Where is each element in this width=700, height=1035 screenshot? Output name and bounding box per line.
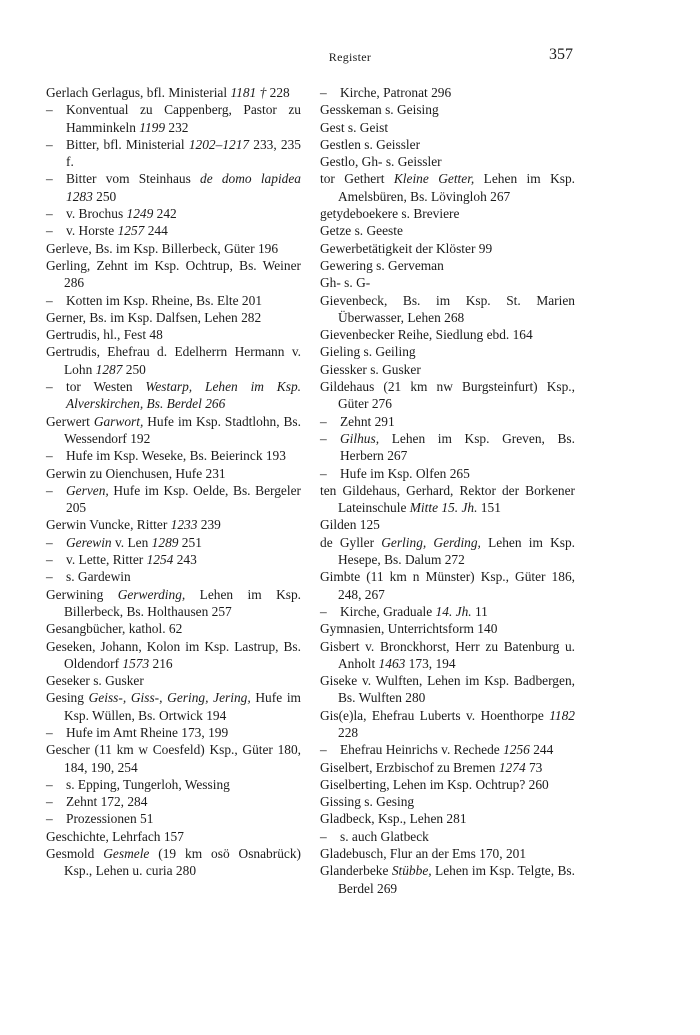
entry-text: Gertrudis, hl., Fest 48 — [46, 327, 163, 343]
entry-text: getydeboekere s. Breviere — [320, 206, 460, 222]
register-subentry — [46, 222, 301, 239]
register-entry — [320, 672, 575, 707]
register-entry — [46, 516, 301, 533]
italic-text: 1233 — [170, 517, 198, 533]
register-subentry — [46, 170, 301, 205]
register-entry — [46, 257, 301, 292]
entry-text: s. auch Glatbeck — [340, 828, 429, 844]
register-subentry — [46, 724, 301, 741]
register-entry — [320, 620, 575, 637]
entry-text: Gewerbetätigkeit der Klöster 99 — [320, 240, 493, 256]
register-subentry — [46, 776, 301, 793]
subentry-dash: – — [46, 569, 53, 585]
entry-text: Gerner, Bs. im Ksp. Dalfsen, Lehen 282 — [46, 309, 262, 325]
italic-text: Gilhus, — [340, 430, 380, 446]
subentry-dash: – — [320, 85, 327, 100]
italic-text: de domo lapidea 1283 — [66, 171, 301, 204]
entry-text: 216 — [149, 655, 173, 671]
italic-text: Gesmele — [103, 846, 150, 862]
register-entry — [46, 672, 301, 689]
register-entry — [320, 326, 575, 343]
entry-text: 228 — [338, 724, 359, 740]
register-subentry — [320, 413, 575, 430]
italic-text: 1199 — [139, 119, 166, 135]
subentry-dash: – — [46, 534, 53, 550]
entry-text: Gestlen s. Geissler — [320, 136, 421, 152]
entry-text: s. Gardewin — [66, 569, 131, 585]
entry-text: Gh- s. G- — [320, 275, 371, 291]
register-subentry — [46, 101, 301, 136]
italic-text: Mitte 15. Jh. — [409, 500, 478, 516]
italic-text: 1289 — [151, 534, 179, 550]
entry-text: 250 — [92, 188, 117, 204]
register-entry — [320, 136, 575, 153]
register-subentry — [46, 793, 301, 810]
register-entry — [46, 343, 301, 378]
register-entry — [320, 205, 575, 222]
subentry-dash: – — [46, 724, 53, 740]
entry-text: Gertrudis, Ehefrau d. Edelherrn Hermann v. Lohn — [46, 344, 301, 377]
register-entry — [320, 257, 575, 274]
subentry-dash: – — [46, 811, 53, 827]
entry-text: Hufe im Ksp. Weseke, Bs. Beierinck 193 — [66, 448, 286, 464]
entry-text: 244 — [529, 742, 554, 758]
register-entry — [320, 759, 575, 776]
entry-text: Gesangbücher, kathol. 62 — [46, 621, 183, 637]
register-entry — [320, 707, 575, 742]
subentry-dash: – — [46, 292, 53, 308]
entry-text: 228 — [266, 85, 290, 100]
entry-text: v. Horste — [66, 223, 118, 239]
italic-text: Gerewin — [66, 534, 112, 550]
italic-text: 1573 — [122, 655, 150, 671]
entry-text: (19 km osö Osnabrück) Ksp., Lehen u. curia 280 — [64, 846, 302, 879]
entry-text: Hufe im Ksp. Stadtlohn, Bs. Wessendorf 192 — [64, 413, 301, 446]
page-number: 357 — [549, 46, 573, 63]
entry-text: Geseken, Johann, Kolon im Ksp. Lastrup, Bs. Oldendorf — [46, 638, 301, 671]
register-entry — [46, 326, 301, 343]
entry-text: Lehen im Ksp. Greven, Bs. Herbern 267 — [340, 430, 575, 464]
entry-text: ten Gildehaus, Gerhard, Rektor der Borkener Lateinschule — [320, 482, 575, 516]
entry-text: Gieling s. Geiling — [320, 344, 416, 360]
entry-text: Kirche, Patronat 296 — [340, 85, 452, 100]
entry-text: s. Epping, Tungerloh, Wessing — [66, 776, 230, 792]
entry-text: Gest s. Geist — [320, 119, 389, 135]
entry-text: Lehen im Ksp. Billerbeck, Bs. Holthausen 257 — [64, 586, 302, 619]
left-column — [46, 84, 301, 880]
entry-text: Kotten im Ksp. Rheine, Bs. Elte 201 — [66, 292, 263, 308]
entry-text: 251 — [178, 534, 202, 550]
entry-text: Gewering s. Gerveman — [320, 257, 444, 273]
register-entry — [320, 793, 575, 810]
register-entry — [46, 586, 301, 621]
entry-text: v. Len — [111, 534, 152, 550]
entry-text: Giessker s. Gusker — [320, 361, 421, 377]
register-entry — [320, 638, 575, 673]
entry-text: v. Brochus — [66, 206, 127, 222]
entry-text: Gilden 125 — [320, 517, 380, 533]
register-entry — [320, 119, 575, 136]
entry-text: Gesskeman s. Geising — [320, 102, 439, 118]
italic-text: Garwort, — [93, 413, 144, 429]
register-entry — [320, 845, 575, 862]
register-subentry — [320, 430, 575, 465]
entry-text: 244 — [144, 223, 168, 239]
register-entry — [320, 534, 575, 569]
italic-text: 1274 — [498, 759, 526, 775]
register-subentry — [46, 551, 301, 568]
register-subentry — [46, 810, 301, 827]
italic-text: 1256 — [503, 742, 530, 758]
register-entry — [46, 465, 301, 482]
entry-text: Gerwin zu Oienchusen, Hufe 231 — [46, 465, 226, 481]
register-entry — [320, 862, 575, 897]
italic-text: 14. Jh. — [435, 603, 472, 619]
entry-text: Gymnasien, Unterrichtsform 140 — [320, 621, 498, 637]
register-subentry — [46, 136, 301, 171]
entry-text: Hufe im Ksp. Wüllen, Bs. Ortwick 194 — [64, 690, 301, 723]
register-entry — [320, 101, 575, 118]
subentry-dash: – — [320, 413, 327, 429]
register-entry — [320, 240, 575, 257]
italic-text: Geiss-, Giss-, Gering, Jering, — [88, 690, 251, 706]
entry-text: 73 — [525, 759, 543, 775]
register-subentry — [46, 482, 301, 517]
italic-text: 1287 — [95, 361, 123, 377]
entry-text: tor Gethert — [320, 171, 394, 187]
entry-text: Zehnt 172, 284 — [66, 794, 148, 810]
italic-text: 1249 — [126, 206, 154, 222]
entry-text: Bitter, bfl. Ministerial — [66, 136, 189, 152]
register-entry — [320, 568, 575, 603]
register-subentry — [320, 828, 575, 845]
entry-text: 250 — [122, 361, 146, 377]
register-entry — [320, 776, 575, 793]
register-subentry — [46, 378, 301, 413]
subentry-dash: – — [46, 136, 53, 152]
register-entry — [46, 620, 301, 637]
entry-text: Gerwin Vuncke, Ritter — [46, 517, 171, 533]
entry-text: Gerwert — [46, 413, 94, 429]
entry-text: 151 — [477, 500, 501, 516]
register-entry — [320, 343, 575, 360]
entry-text: Gerleve, Bs. im Ksp. Billerbeck, Güter 196 — [46, 240, 279, 256]
entry-text: 239 — [197, 517, 221, 533]
register-entry — [46, 84, 301, 101]
subentry-dash: – — [46, 552, 53, 568]
running-title: Register — [328, 50, 372, 64]
entry-text: Giselbert, Erzbischof zu Bremen — [320, 759, 499, 775]
register-entry — [46, 240, 301, 257]
register-entry — [320, 378, 575, 413]
italic-text: Gerven, — [66, 482, 109, 498]
register-subentry — [320, 603, 575, 620]
entry-text: Geseker s. Gusker — [46, 673, 144, 689]
entry-text: 173, 194 — [405, 655, 456, 671]
entry-text: Gildehaus (21 km nw Burgsteinfurt) Ksp., Güter 276 — [320, 379, 575, 412]
register-entry — [320, 292, 575, 327]
register-entry — [46, 638, 301, 673]
entry-text: Gerwining — [46, 586, 118, 602]
subentry-dash: – — [46, 776, 53, 792]
entry-text: 11 — [471, 603, 488, 619]
entry-text: Gladebusch, Flur an der Ems 170, 201 — [320, 846, 527, 862]
entry-text: Lehen im Ksp. Hesepe, Bs. Dalum 272 — [338, 534, 576, 568]
subentry-dash: – — [46, 102, 53, 118]
entry-text: de Gyller — [320, 534, 382, 550]
entry-text: Gesmold — [46, 846, 104, 862]
subentry-dash: – — [320, 742, 327, 758]
entry-text: Gissing s. Gesing — [320, 794, 415, 810]
entry-text: tor Westen — [66, 379, 146, 395]
entry-text: Giseke v. Wulften, Lehen im Ksp. Badbergen, Bs. Wulften 280 — [320, 673, 575, 706]
entry-text: Getze s. Geeste — [320, 223, 403, 239]
italic-text: Westarp, Lehen im Ksp. Alverskirchen, Bs. Berdel 266 — [66, 379, 301, 412]
register-entry — [46, 741, 301, 776]
entry-text: Gerlach Gerlagus, bfl. Ministerial — [46, 85, 231, 100]
register-entry — [320, 274, 575, 291]
entry-text: Gievenbecker Reihe, Siedlung ebd. 164 — [320, 327, 533, 343]
register-subentry — [320, 465, 575, 482]
entry-text: Zehnt 291 — [340, 413, 395, 429]
italic-text: Stübbe, — [391, 863, 432, 879]
entry-text: 233, 235 f. — [66, 136, 301, 170]
entry-text: Lehen im Ksp. Telgte, Bs. Berdel 269 — [338, 863, 575, 896]
entry-text: Prozessionen 51 — [66, 811, 154, 827]
entry-text: Geschichte, Lehrfach 157 — [46, 828, 184, 844]
entry-text: Hufe im Amt Rheine 173, 199 — [66, 724, 229, 740]
entry-text: 242 — [153, 206, 177, 222]
subentry-dash: – — [320, 828, 327, 844]
italic-text: 1182 — [549, 707, 575, 723]
register-subentry — [46, 447, 301, 464]
italic-text: 1181 † — [230, 85, 267, 100]
entry-text: Gievenbeck, Bs. im Ksp. St. Marien Überwasser, Lehen 268 — [320, 292, 575, 325]
entry-text: 232 — [165, 119, 189, 135]
entry-text: Gis(e)la, Ehefrau Luberts v. Hoenthorpe — [320, 707, 550, 723]
subentry-dash: – — [320, 465, 327, 481]
register-entry — [46, 828, 301, 845]
entry-text: Gesing — [46, 690, 89, 706]
entry-text: Glanderbeke — [320, 863, 392, 879]
register-entry — [46, 845, 301, 880]
subentry-dash: – — [46, 379, 53, 395]
subentry-dash: – — [46, 482, 53, 498]
register-subentry — [46, 568, 301, 585]
entry-text: Gescher (11 km w Coesfeld) Ksp., Güter 180, 184, 190, 254 — [46, 742, 301, 775]
entry-text: Lehen im Ksp. Amelsbüren, Bs. Lövingloh 267 — [338, 171, 576, 204]
register-entry — [320, 810, 575, 827]
register-entry — [320, 153, 575, 170]
italic-text: Kleine Getter, — [393, 171, 475, 187]
register-subentry — [320, 741, 575, 758]
entry-text: Gestlo, Gh- s. Geissler — [320, 154, 442, 170]
subentry-dash: – — [46, 223, 53, 239]
entry-text: Giselberting, Lehen im Ksp. Ochtrup? 260 — [320, 776, 549, 792]
register-entry — [46, 413, 301, 448]
subentry-dash: – — [46, 448, 53, 464]
entry-text: 243 — [173, 552, 197, 568]
subentry-dash: – — [46, 206, 53, 222]
subentry-dash: – — [320, 430, 327, 446]
italic-text: 1463 — [378, 655, 406, 671]
entry-text: Kirche, Graduale — [340, 603, 436, 619]
register-entry — [320, 222, 575, 239]
register-entry — [320, 170, 575, 205]
subentry-dash: – — [320, 603, 327, 619]
right-column — [320, 84, 575, 897]
italic-text: 1254 — [146, 552, 174, 568]
register-entry — [320, 361, 575, 378]
italic-text: 1257 — [117, 223, 145, 239]
entry-text: Gladbeck, Ksp., Lehen 281 — [320, 811, 467, 827]
entry-text: Hufe im Ksp. Oelde, Bs. Bergeler 205 — [66, 482, 301, 516]
entry-text: Hufe im Ksp. Olfen 265 — [340, 465, 470, 481]
subentry-dash: – — [46, 794, 53, 810]
page-header — [0, 46, 700, 70]
italic-text: Gerling, Gerding, — [381, 534, 481, 550]
entry-text: Gimbte (11 km n Münster) Ksp., Güter 186, 248, 267 — [320, 569, 575, 602]
subentry-dash: – — [46, 171, 53, 187]
register-entry — [320, 482, 575, 517]
register-subentry — [46, 534, 301, 551]
entry-text: Ehefrau Heinrichs v. Rechede — [340, 742, 504, 758]
register-subentry — [320, 84, 575, 101]
entry-text: Gisbert v. Bronckhorst, Herr zu Batenburg u. Anholt — [320, 638, 575, 671]
italic-text: 1202–1217 — [188, 136, 250, 152]
register-entry — [46, 309, 301, 326]
entry-text: Bitter vom Steinhaus — [66, 171, 201, 187]
register-subentry — [46, 292, 301, 309]
entry-text: Gerling, Zehnt im Ksp. Ochtrup, Bs. Weiner 286 — [46, 257, 301, 291]
register-subentry — [46, 205, 301, 222]
register-entry — [320, 516, 575, 533]
entry-text: v. Lette, Ritter — [66, 552, 147, 568]
entry-text: Konventual zu Cappenberg, Pastor zu Hamminkeln — [66, 102, 301, 135]
italic-text: Gerwerding, — [117, 586, 186, 602]
register-entry — [46, 689, 301, 724]
